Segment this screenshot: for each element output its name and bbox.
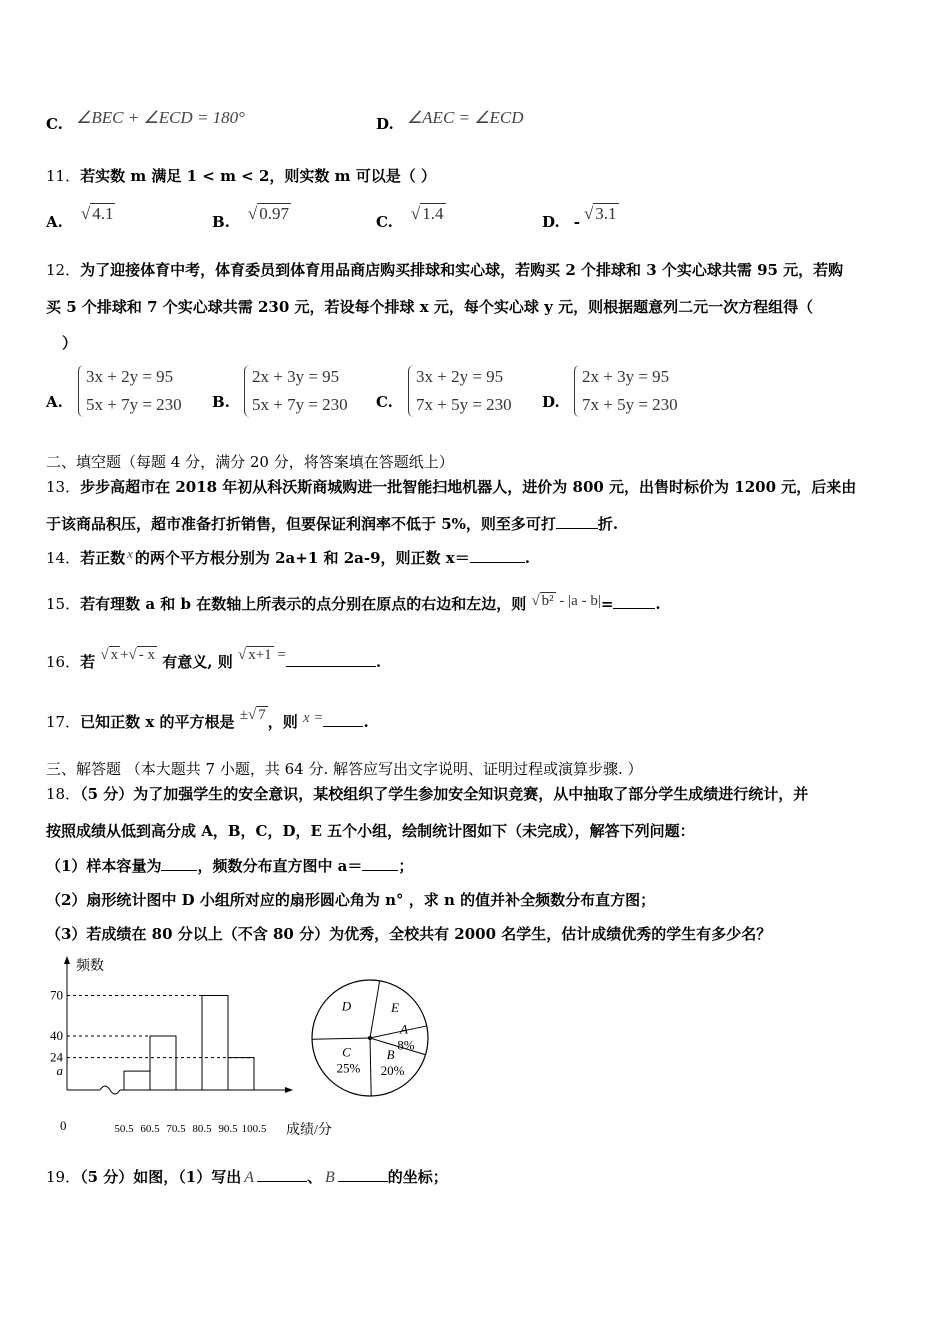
question-text: ； [398, 857, 414, 875]
equation-2: 7x + 5y = 230 [582, 395, 678, 414]
q13-line1 [46, 476, 856, 497]
q12-option-label: A. [46, 393, 63, 411]
brace [574, 365, 581, 417]
question-number: 14． [46, 549, 81, 567]
question-number: 13． [46, 478, 81, 496]
question-text: （5 分）为了加强学生的安全意识，某校组织了学生参加安全知识竞赛，从中抽取了部分学生成绩进行统计，并 [80, 785, 809, 803]
equation-2: 5x + 7y = 230 [252, 395, 348, 414]
section3-title: 三、解答题 （本大题共 7 小题，共 64 分. 解答应写出文字说明、证明过程或演算步骤. ） [46, 760, 643, 778]
x-axis-arrow [285, 1087, 293, 1093]
y-axis-label: 频数 [76, 959, 104, 974]
pie-slice-percent: 20% [380, 1063, 405, 1079]
expression-rest: - |a - b| [555, 593, 601, 609]
y-axis-arrow [64, 956, 70, 964]
option-expression: ∠AEC = ∠ECD [406, 108, 524, 127]
question-text: 的坐标； [387, 1168, 448, 1186]
brace [244, 365, 251, 417]
sqrt-expression: ±√ 7 [239, 707, 266, 723]
radicand: x [110, 647, 119, 663]
pie-slice-percent: 8% [397, 1037, 415, 1053]
q12-line2: 买 5 个排球和 7 个实心球共需 230 元，若设每个排球 x 元，每个实心球 y 元，则根据题意列二元一次方程组得（ [46, 298, 814, 316]
option-label: D. [376, 115, 394, 133]
x-tick-label: 90.5 [218, 1123, 238, 1135]
question-text: 于该商品积压，超市准备打折销售，但要保证利润率不低于 5%，则至多可打 [46, 515, 556, 533]
answer-blank[interactable] [257, 1181, 307, 1182]
pie-slice-label: E [390, 1000, 399, 1016]
origin-label: 0 [60, 1118, 67, 1133]
question-text: 已知正数 x 的平方根是 [80, 713, 235, 731]
math-expression: x = [302, 710, 324, 726]
question-number: 18． [46, 785, 81, 803]
frequency-histogram [40, 950, 340, 1140]
pie-slice-label: B [386, 1047, 395, 1063]
sqrt-expression: √ x+1 = [237, 647, 286, 663]
equals-sign: = [273, 647, 286, 663]
answer-blank[interactable] [338, 1181, 388, 1182]
radicand: 4.1 [92, 204, 114, 223]
sqrt-expression: √ 4.1 [80, 204, 114, 223]
question-text: 若 [80, 653, 96, 671]
sqrt-expression: √ b² - |a - b| [531, 593, 601, 609]
q11-stem [46, 165, 436, 186]
histogram-bar [150, 1036, 176, 1090]
period: . [655, 595, 661, 613]
histogram-bar [124, 1071, 150, 1090]
question-number: 16． [46, 653, 81, 671]
q18-sub3: （3）若成绩在 80 分以上（不含 80 分）为优秀，全校共有 2000 名学生，估计成绩优秀的学生有多少名？ [46, 925, 772, 943]
x-tick-label: 50.5 [114, 1123, 134, 1135]
answer-blank[interactable] [613, 608, 655, 609]
y-tick-label: a [56, 1063, 63, 1079]
equals-sign: = [600, 595, 614, 613]
question-text: 若实数 m 满足 1 < m < 2，则实数 m 可以是（ ） [80, 167, 436, 185]
radicand: - x [138, 647, 156, 663]
q11-option [212, 204, 291, 232]
y-tick-label: 70 [50, 987, 63, 1003]
question-text: 为了迎接体育中考，体育委员到体育用品商店购买排球和实心球，若购买 2 个排球和 3 个实心球共需 95 元，若购 [80, 261, 844, 279]
axis-break [100, 1086, 120, 1094]
q14-stem [46, 547, 530, 568]
question-text: 折. [597, 515, 619, 533]
q12-option-system [408, 363, 512, 419]
q11-option [542, 204, 619, 232]
question-number: 19． [46, 1168, 81, 1186]
point-a-label: A [244, 1169, 254, 1186]
q11-option [376, 204, 446, 232]
period: . [524, 549, 530, 567]
answer-blank[interactable] [286, 666, 376, 667]
question-text: （5 分）如图，（1）写出 [80, 1168, 242, 1186]
q17-stem [46, 707, 369, 732]
question-text: ，则 [267, 713, 298, 731]
question-number: 12． [46, 261, 81, 279]
variable-x: x [127, 546, 133, 561]
question-text: 若有理数 a 和 b 在数轴上所表示的点分别在原点的右边和左边，则 [80, 595, 527, 613]
sqrt-expression: √ 3.1 [583, 204, 617, 223]
radicand: 7 [258, 707, 266, 723]
pie-chart [308, 975, 438, 1105]
period: . [375, 653, 382, 671]
question-number: 17． [46, 713, 81, 731]
radicand: b² [541, 593, 554, 609]
sqrt-expression: √ x +√ - x [100, 647, 156, 663]
brace [408, 365, 415, 417]
q19-stem [46, 1166, 448, 1187]
q13-line2 [46, 513, 618, 534]
pie-slice-label: D [341, 998, 352, 1014]
sqrt-expression: √ 0.97 [247, 204, 289, 223]
question-text: 有意义, 则 [162, 653, 233, 671]
y-tick-label: 24 [50, 1049, 63, 1065]
brace [78, 365, 85, 417]
plus-minus-sign: ± [239, 707, 248, 723]
q12-line1 [46, 259, 843, 280]
option-label: A. [46, 213, 63, 231]
x-tick-label: 100.5 [241, 1123, 267, 1135]
q18-line2: 按照成绩从低到高分成 A，B，C，D，E 五个小组，绘制统计图如下（未完成），解答下列问题： [46, 822, 695, 840]
sqrt-expression: √ 1.4 [410, 204, 444, 223]
q18-sub1 [46, 855, 413, 876]
equation-1: 3x + 2y = 95 [416, 367, 504, 386]
q12-option-label: C. [376, 393, 393, 411]
x-tick-label: 80.5 [192, 1123, 212, 1135]
q12-option-system [574, 363, 678, 419]
option-label: C. [46, 115, 63, 133]
y-tick-label: 40 [50, 1028, 63, 1043]
q11-option [46, 204, 115, 232]
equation-1: 2x + 3y = 95 [582, 367, 670, 386]
period: . [363, 713, 369, 731]
q16-stem [46, 647, 382, 672]
q12-option-system [244, 363, 348, 419]
q12-option-label: B. [212, 393, 230, 411]
question-text: ，频数分布直方图中 a＝ [197, 857, 363, 875]
histogram-bar [228, 1058, 254, 1090]
q18-line1 [46, 783, 808, 804]
plus-sign: + [120, 647, 129, 663]
option-label: D. [542, 213, 560, 231]
question-number: 11． [46, 167, 81, 185]
answer-blank[interactable] [323, 726, 363, 727]
pie-slice-percent: 25% [336, 1060, 361, 1076]
section2-title: 二、填空题（每题 4 分，满分 20 分，将答案填在答题纸上） [46, 453, 454, 471]
q10-option-d [376, 108, 524, 134]
question-number: 15． [46, 595, 81, 613]
radicand: x+1 [248, 647, 272, 663]
x-tick-label: 60.5 [140, 1123, 160, 1135]
question-text: （1）样本容量为 [46, 857, 162, 875]
q10-option-c [46, 108, 245, 134]
q12-option-system [78, 363, 182, 419]
question-text: 若正数 [80, 549, 126, 567]
separator: 、 [306, 1168, 322, 1186]
q12-option-label: D. [542, 393, 560, 411]
q18-sub2: （2）扇形统计图中 D 小组所对应的扇形圆心角为 n° ，求 n 的值并补全频数分布直方图； [46, 891, 656, 909]
pie-slice-label: A [399, 1021, 408, 1037]
x-tick-label: 70.5 [166, 1123, 186, 1135]
point-b-label: B [325, 1169, 335, 1186]
q12-line3: ） [62, 334, 78, 352]
equation-2: 7x + 5y = 230 [416, 395, 512, 414]
histogram-bar [202, 996, 228, 1091]
q15-stem [46, 593, 661, 614]
x-axis-label: 成绩/分 [286, 1123, 332, 1138]
question-text: 的两个平方根分别为 2a+1 和 2a-9，则正数 x＝ [134, 549, 470, 567]
equation-1: 2x + 3y = 95 [252, 367, 340, 386]
option-prefix: - [573, 213, 580, 231]
question-text: 步步高超市在 2018 年初从科沃斯商城购进一批智能扫地机器人，进价为 800 元，出售时标价为 1200 元，后来由 [80, 478, 857, 496]
radicand: 1.4 [422, 204, 444, 223]
answer-blank[interactable] [161, 870, 197, 871]
option-expression: ∠BEC + ∠ECD = 180° [76, 108, 245, 127]
answer-blank[interactable] [470, 562, 525, 563]
radicand: 3.1 [595, 204, 617, 223]
pie-slice-label: C [342, 1044, 351, 1060]
option-label: C. [376, 213, 393, 231]
answer-blank[interactable] [362, 870, 398, 871]
pie-center [368, 1036, 372, 1040]
option-label: B. [212, 213, 230, 231]
answer-blank[interactable] [556, 528, 598, 529]
radicand: 0.97 [259, 204, 289, 223]
equation-2: 5x + 7y = 230 [86, 395, 182, 414]
equation-1: 3x + 2y = 95 [86, 367, 174, 386]
